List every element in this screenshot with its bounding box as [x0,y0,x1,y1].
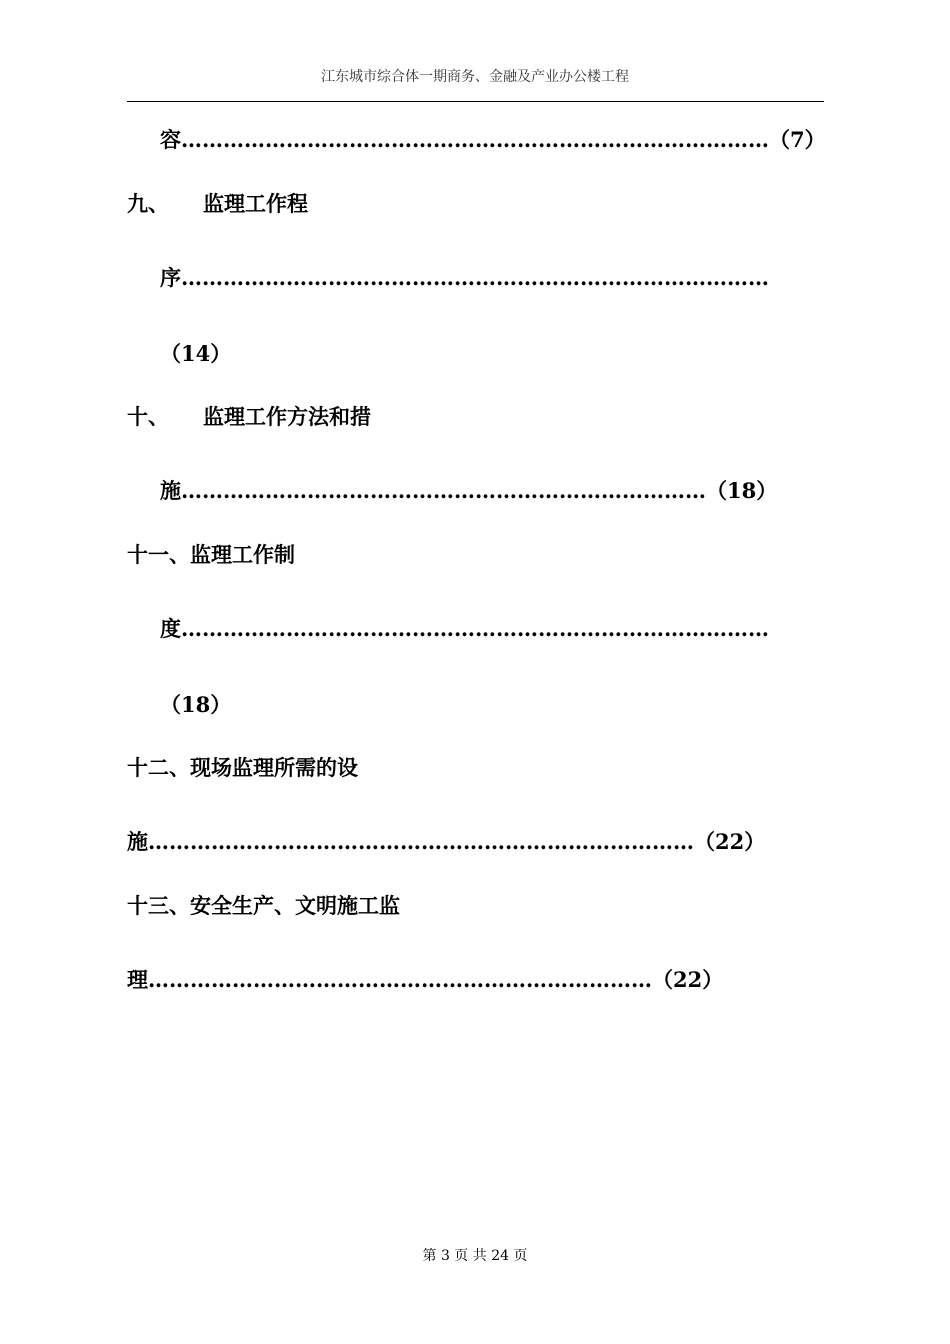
toc-leader-dots: ………………………………………………………………………… [181,265,769,290]
toc-entry-continuation[interactable] [160,126,826,154]
toc-entry-text: 施 [160,478,181,503]
toc-page-number: （18） [706,478,778,503]
header-divider [127,101,824,102]
toc-page-number: （22） [694,829,766,854]
toc-entry-title: 监理工作方法和措 [203,404,371,429]
toc-page-number: （22） [652,967,724,992]
toc-leader-dots: ……………………………………………………………… [148,967,652,992]
toc-entry-11[interactable] [127,541,295,569]
toc-entry-title: 十二、现场监理所需的设 [127,755,358,780]
toc-entry-10[interactable] [127,403,371,431]
toc-entry-title: 监理工作程 [203,191,308,216]
toc-entry-text: 度 [160,616,181,641]
toc-entry-9[interactable] [127,190,308,218]
toc-entry-text: 序 [160,265,181,290]
toc-page-number: （7） [769,127,826,152]
toc-entry-continuation[interactable] [160,615,769,643]
toc-entry-number: 九、 [127,191,169,216]
toc-entry-title: 十三、安全生产、文明施工监 [127,893,400,918]
page-footer: 第 3 页 共 24 页 [422,1248,528,1264]
page-header: 江东城市综合体一期商务、金融及产业办公楼工程 [321,69,629,85]
toc-entry-number: 十、 [127,404,169,429]
toc-entry-12[interactable] [127,754,358,782]
toc-entry-text: 施 [127,829,148,854]
toc-entry-text: 理 [127,967,148,992]
toc-entry-continuation[interactable] [160,477,777,505]
toc-leader-dots: ………………………………………………………………………… [181,127,769,152]
toc-page-number: （14） [160,341,232,366]
toc-entry-13[interactable] [127,892,400,920]
toc-entry-title: 十一、监理工作制 [127,542,295,567]
toc-entry-continuation[interactable] [127,828,765,856]
toc-leader-dots: ………………………………………………………………… [181,478,706,503]
toc-entry-text: 容 [160,127,181,152]
toc-leader-dots: ………………………………………………………………………… [181,616,769,641]
toc-entry-continuation[interactable] [160,264,769,292]
toc-page-number: （18） [160,692,232,717]
toc-leader-dots: …………………………………………………………………… [148,829,694,854]
toc-entry-continuation[interactable] [127,966,723,994]
